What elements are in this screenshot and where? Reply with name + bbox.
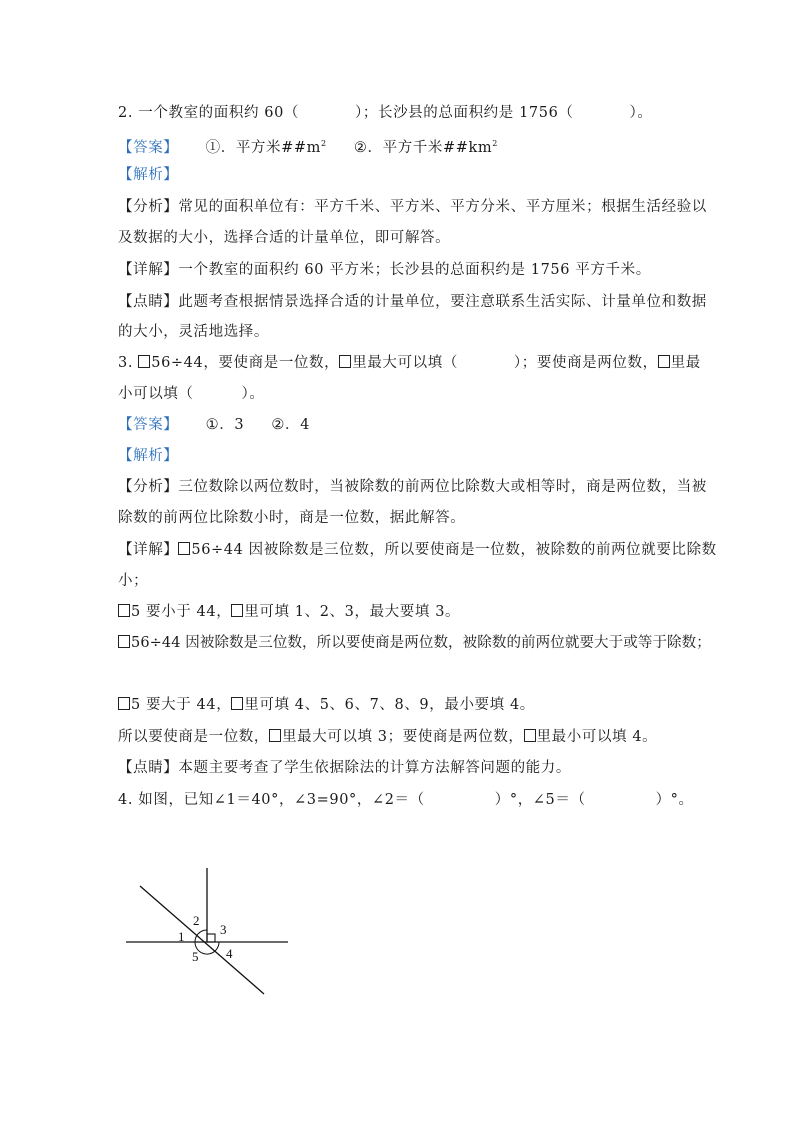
xiangjie-tag: 【详解】 — [118, 262, 179, 278]
q2-answer-1: ①．平方米##m — [205, 139, 321, 156]
q3-xiangjie-text-6b: 里最大可以填 3；要使商是两位数， — [282, 729, 524, 745]
q2-fenxi-2: 及数据的大小，选择合适的计量单位，即可解答。 — [118, 230, 451, 246]
q2-answer — [118, 134, 688, 158]
box-symbol — [118, 635, 130, 648]
fenxi-tag: 【分析】 — [118, 479, 179, 495]
q4-text-b: ）°，∠5＝（ — [494, 792, 586, 808]
angle-figure — [120, 862, 300, 1002]
q2-sup-1: 2 — [320, 139, 327, 148]
q3-question-2 — [118, 384, 688, 404]
analysis-tag: 【解析】 — [118, 167, 179, 183]
q3-text-d: 里最 — [670, 355, 701, 371]
q3-dianjing — [118, 758, 688, 778]
q3-answer-2: ②．4 — [271, 417, 310, 433]
q3-text-b: 里最大可以填（ — [352, 355, 458, 371]
q2-text-mid: ）；长沙县的总面积约是 1756（ — [355, 105, 574, 121]
q3-answer-1: ①．3 — [205, 417, 245, 433]
q3-xiangjie-text-3a: 5 要小于 44， — [131, 604, 232, 620]
q2-dianjing-text-1: 此题考查根据情景选择合适的计量单位，要注意联系生活实际、计量单位和数据 — [178, 294, 707, 310]
q2-fenxi-1 — [118, 197, 707, 217]
angle-1-arc — [195, 934, 198, 942]
q2-text-post: ）。 — [629, 105, 653, 121]
xiangjie-tag: 【详解】 — [118, 542, 179, 558]
dianjing-tag: 【点睛】 — [118, 294, 179, 310]
q3-xiangjie-6 — [118, 727, 688, 747]
q3-xiangjie-text-1: 56÷44 因被除数是三位数，所以要使商是一位数，被除数的前两位就要比除数 — [191, 542, 717, 558]
box-symbol — [138, 355, 150, 368]
fenxi-tag: 【分析】 — [118, 199, 179, 215]
q3-text-f: ）。 — [241, 386, 265, 402]
q2-answer-2: ②．平方千米##km — [353, 139, 493, 156]
q2-text-pre: 一个教室的面积约 60（ — [138, 105, 300, 121]
angle-2-arc — [198, 930, 207, 934]
q3-xiangjie-text-5b: 里可填 4、5、6、7、8、9，最小要填 4。 — [244, 697, 535, 713]
box-symbol — [658, 355, 670, 368]
q3-xiangjie-5 — [118, 695, 688, 715]
box-symbol — [339, 355, 351, 368]
q3-xiangjie-text-4: 56÷44 因被除数是三位数，所以要使商是两位数，被除数的前两位就要大于或等于除数； — [131, 635, 711, 651]
q3-xiangjie-4 — [118, 633, 711, 653]
q3-text-a: 56÷44，要使商是一位数， — [151, 355, 340, 371]
q3-analysis — [118, 446, 688, 466]
q2-xiangjie-text: 一个教室的面积约 60 平方米；长沙县的总面积约是 1756 平方千米。 — [178, 262, 651, 278]
answer-tag: 【答案】 — [118, 417, 179, 433]
q2-fenxi-text-1: 常见的面积单位有：平方千米、平方米、平方分米、平方厘米；根据生活经验以 — [178, 199, 707, 215]
q4-number: 4. — [118, 792, 134, 808]
q3-xiangjie-text-6c: 里最小可以填 4。 — [536, 729, 658, 745]
analysis-tag: 【解析】 — [118, 448, 179, 464]
q3-xiangjie-text-5a: 5 要大于 44， — [131, 697, 232, 713]
label-angle-2: 2 — [193, 913, 200, 928]
label-angle-5: 5 — [192, 949, 199, 964]
right-angle-mark — [207, 934, 215, 942]
box-symbol — [231, 697, 243, 710]
angle-4-arc — [216, 942, 219, 950]
dianjing-tag: 【点睛】 — [118, 760, 179, 776]
q2-dianjing-1 — [118, 292, 707, 312]
box-symbol — [178, 542, 190, 555]
q4-text-a: 如图，已知∠1＝40°，∠3=90°，∠2＝（ — [138, 792, 425, 808]
q3-xiangjie-2: 小； — [118, 573, 149, 589]
q3-xiangjie-1 — [118, 540, 717, 560]
q2-sup-2: 2 — [492, 139, 498, 148]
q3-dianjing-text: 本题主要考查了学生依据除法的计算方法解答问题的能力。 — [178, 760, 572, 776]
q3-fenxi-1 — [118, 477, 707, 497]
q3-fenxi-text-1: 三位数除以两位数时，当被除数的前两位比除数大或相等时，商是两位数，当被 — [178, 479, 707, 495]
box-symbol — [231, 604, 243, 617]
q3-text-c: ）；要使商是两位数， — [513, 355, 658, 371]
diagonal-line — [140, 886, 264, 994]
q3-number: 3. — [118, 355, 134, 371]
q3-xiangjie-text-3b: 里可填 1、2、3，最大要填 3。 — [244, 604, 461, 620]
box-symbol — [524, 729, 536, 742]
q4-text-c: ）°。 — [655, 792, 694, 808]
q2-analysis — [118, 165, 688, 185]
q3-answer — [118, 415, 688, 435]
label-angle-1: 1 — [178, 929, 185, 944]
q4-question — [118, 790, 694, 810]
q2-dianjing-2: 的大小，灵活地选择。 — [118, 324, 269, 340]
q3-text-e: 小可以填（ — [118, 386, 194, 402]
q2-xiangjie — [118, 260, 688, 280]
q2-number: 2. — [118, 105, 134, 121]
q2-question — [118, 103, 688, 123]
box-symbol — [269, 729, 281, 742]
q3-xiangjie-text-6a: 所以要使商是一位数， — [118, 729, 269, 745]
box-symbol — [118, 697, 130, 710]
q3-question-1 — [118, 353, 701, 373]
box-symbol — [118, 604, 130, 617]
q3-xiangjie-3 — [118, 602, 688, 622]
answer-tag: 【答案】 — [118, 139, 179, 156]
q3-fenxi-2: 除数的前两位比除数小时，商是一位数，据此解答。 — [118, 510, 466, 526]
label-angle-3: 3 — [220, 922, 227, 937]
label-angle-4: 4 — [226, 946, 233, 961]
